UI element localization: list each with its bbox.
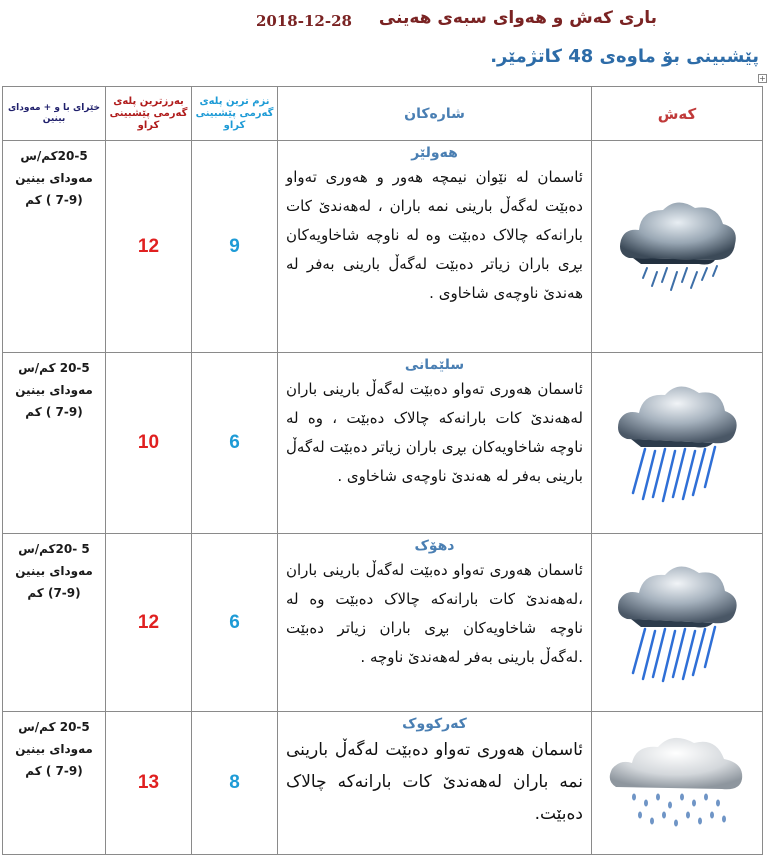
- forecast-description: ئاسمان هەوری تەواو دەبێت لەگەڵ بارینی باران لەهەندێ کات بارانەکە چالاک دەبێت ، وە لە ناوچە شاخاویەکان بڕی باران زیاتر دەبێت لەگەڵ بارینی بەفر لە هەندێ ناوچەی شاخاوی .: [286, 380, 583, 485]
- forecast-description: ئاسمان لە نێوان نیمچە هەور و هەوری تەواو دەبێت لەگەڵ بارینی نمە باران ، لەهەندێ کات بارانەکە چالاک دەبێت وە لە ناوچە شاخاویەکان بڕی باران زیاتر دەبێت لەگەڵ بارینی بەفر لە هەندێ ناوچەی شاخاوی .: [286, 168, 583, 302]
- visibility-label: مەودای بینین: [15, 383, 93, 397]
- rain-cloud-icon: [607, 180, 747, 310]
- light-rain-cloud-icon: [602, 725, 752, 837]
- city-name: کەرکووک: [402, 716, 467, 732]
- forecast-date: 2018-12-28: [256, 12, 352, 30]
- city-name: هەولێر: [411, 145, 458, 161]
- wind-speed: 5 -20کم/س: [18, 542, 90, 556]
- forecast-table: [2, 86, 763, 855]
- table-row: [3, 534, 763, 712]
- heavy-rain-cloud-icon: [603, 547, 751, 695]
- wind-speed: 20-5 کم/س: [18, 720, 90, 734]
- min-temp: 8: [192, 712, 278, 855]
- visibility-range: (7-9 ) کم: [25, 193, 83, 207]
- city-name: دهۆک: [414, 538, 455, 554]
- visibility-range: (7-9 ) کم: [25, 405, 83, 419]
- max-temp: 12: [106, 534, 192, 712]
- forecast-description: ئاسمان هەوری تەواو دەبێت لەگەڵ بارینی باران ،لەهەندێ کات بارانەکە چالاک دەبێت وە لە ناوچە شاخاویەکان بڕی باران زیاتر دەبێت .لەگەڵ بارینی بەفر لەهەندێ ناوچە .: [286, 561, 583, 666]
- city-forecast-cell: [278, 141, 592, 353]
- max-temp: 13: [106, 712, 192, 855]
- weather-icon-cell: [592, 141, 763, 353]
- weather-icon-cell: [592, 712, 763, 855]
- wind-speed: 20-5کم/س: [20, 149, 88, 163]
- header-weather: کەش: [592, 87, 763, 141]
- header-cities: شارەکان: [278, 87, 592, 141]
- weather-icon-cell: [592, 353, 763, 534]
- forecast-subtitle: پێشبینی بۆ ماوەی 48 کاتژمێر.: [490, 46, 759, 67]
- header-min-temp: نزم ترین پلەی گەرمی پێشبینی کراو: [192, 87, 278, 141]
- city-forecast-cell: [278, 712, 592, 855]
- table-row: [3, 141, 763, 353]
- visibility-label: مەودای بینین: [15, 742, 93, 756]
- heavy-rain-cloud-icon: [603, 367, 751, 515]
- forecast-description: ئاسمان هەوری تەواو دەبێت لەگەڵ بارینی نمە باران لەهەندێ کات بارانەکە چالاک دەبێت.: [286, 740, 583, 824]
- visibility-range: (7-9 ) کم: [25, 764, 83, 778]
- city-forecast-cell: [278, 353, 592, 534]
- table-header-row: [3, 87, 763, 141]
- wind-visibility-cell: [3, 534, 106, 712]
- max-temp: 10: [106, 353, 192, 534]
- min-temp: 6: [192, 534, 278, 712]
- header-wind: خێرای با و + مەودای بینین: [3, 87, 106, 141]
- wind-visibility-cell: [3, 141, 106, 353]
- city-forecast-cell: [278, 534, 592, 712]
- visibility-label: مەودای بینین: [15, 564, 93, 578]
- visibility-range: (7-9) کم: [27, 586, 81, 600]
- min-temp: 9: [192, 141, 278, 353]
- wind-speed: 20-5 کم/س: [18, 361, 90, 375]
- table-row: [3, 353, 763, 534]
- page-title: باری کەش و هەوای سبەی هەینی: [378, 8, 657, 28]
- title-bar: [0, 6, 767, 34]
- table-move-handle-icon[interactable]: +: [759, 74, 766, 83]
- wind-visibility-cell: [3, 712, 106, 855]
- min-temp: 6: [192, 353, 278, 534]
- wind-visibility-cell: [3, 353, 106, 534]
- header-max-temp: بەرزترین پلەی گەرمی پێشبینی کراو: [106, 87, 192, 141]
- max-temp: 12: [106, 141, 192, 353]
- city-name: سلێمانی: [404, 357, 465, 373]
- visibility-label: مەودای بینین: [15, 171, 93, 185]
- table-row: [3, 712, 763, 855]
- weather-icon-cell: [592, 534, 763, 712]
